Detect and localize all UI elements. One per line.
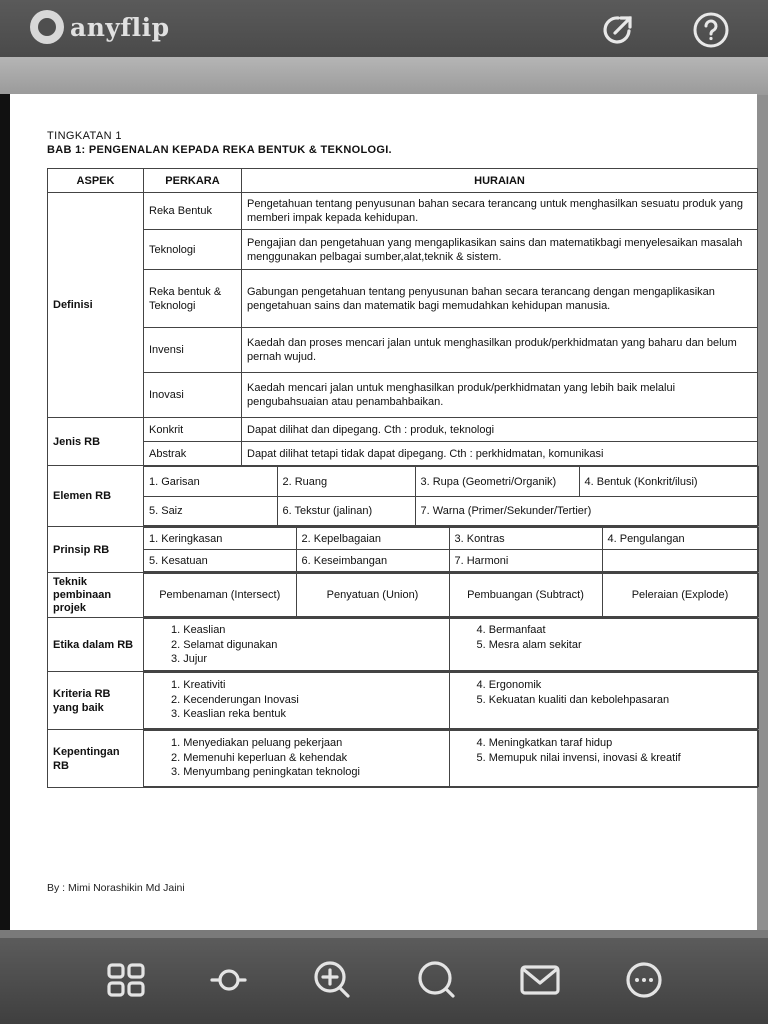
search-icon[interactable] [414,958,458,1002]
list-item: 2. Kecenderungan Inovasi [171,693,299,706]
perkara-cell: Reka bentuk & Teknologi [144,270,242,328]
huraian-cell: Gabungan pengetahuan tentang penyusunan bahan secara terancang dengan mengaplikasikan pengetahuan sains dan matematik bagi memudahkan kehidupan manusia. [242,270,758,328]
table-row [48,730,758,788]
list-item: 1. Menyediakan peluang pekerjaan [171,737,343,749]
huraian-cell: Pengetahuan tentang penyusunan bahan secara terancang untuk menghasilkan sesuatu produk yang memberi impak kepada kehidupan. [242,193,758,230]
zoom-in-icon[interactable] [310,958,354,1002]
aspek-definisi: Definisi [48,193,144,418]
aspek-jenis: Jenis RB [48,418,144,466]
logo-mark-icon [30,10,64,44]
elemen-item: 5. Saiz [144,497,277,526]
table-row [48,230,758,270]
zoom-out-icon[interactable] [206,958,250,1002]
mail-icon[interactable] [518,958,562,1002]
list-item: 1. Keaslian [171,624,226,636]
list-item: 2. Memenuhi keperluan & kehendak [171,751,348,764]
brand-name: anyflip [70,12,170,42]
prinsip-item: 6. Keseimbangan [296,550,449,572]
document-header [47,130,757,156]
etika-left [144,619,449,671]
list-item: 3. Menyumbang peningkatan teknologi [171,766,360,778]
perkara-cell: Reka Bentuk [144,193,242,230]
kriteria-left [144,673,449,729]
perkara-cell: Abstrak [144,442,242,466]
huraian-cell: Dapat dilihat dan dipegang. Cth : produk, teknologi [242,418,758,442]
prinsip-item: 3. Kontras [449,528,602,550]
table-row [48,618,758,672]
table-row [48,328,758,373]
table-header-row [48,169,758,193]
elemen-item: 4. Bentuk (Konkrit/ilusi) [579,467,758,497]
page-edge [0,94,10,930]
list-item: 1. Kreativiti [171,679,226,691]
elemen-item: 3. Rupa (Geometri/Organik) [415,467,579,497]
document-author: By : Mimi Norashikin Md Jaini [47,882,185,894]
top-toolbar [0,0,768,57]
table-row [48,527,758,573]
elemen-grid [144,466,759,526]
list-item: 2. Selamat digunakan [171,638,278,651]
prinsip-cell [144,527,758,573]
document-level: TINGKATAN 1 [47,130,122,142]
aspek-elemen: Elemen RB [48,466,144,527]
anyflip-logo[interactable] [30,10,170,44]
elemen-cell [144,466,758,527]
table-row [48,672,758,730]
etika-right [449,619,758,671]
toolbar-shadow-band [0,57,768,95]
kriteria-right [449,673,758,729]
kepentingan-left [144,731,449,787]
teknik-grid [144,573,759,617]
elemen-item: 2. Ruang [277,467,415,497]
aspek-prinsip: Prinsip RB [48,527,144,573]
aspek-teknik: Teknik pembinaan projek [48,573,144,618]
teknik-item: Pembuangan (Subtract) [449,574,602,617]
huraian-cell: Pengajian dan pengetahuan yang mengaplikasikan sains dan matematikbagi menyelesaikan masalah menggunakan pelbagai sumber,alat,teknik & sistem. [242,230,758,270]
table-row [48,373,758,418]
elemen-item: 6. Tekstur (jalinan) [277,497,415,526]
grid-icon[interactable] [104,958,148,1002]
prinsip-item: 5. Kesatuan [144,550,296,572]
header-huraian: HURAIAN [242,169,758,193]
prinsip-item: 2. Kepelbagaian [296,528,449,550]
teknik-item: Penyatuan (Union) [296,574,449,617]
prinsip-item: 1. Keringkasan [144,528,296,550]
elemen-item: 1. Garisan [144,467,277,497]
header-perkara: PERKARA [144,169,242,193]
prinsip-item: 7. Harmoni [449,550,602,572]
teknik-item: Peleraian (Explode) [602,574,758,617]
teknik-cell [144,573,758,618]
perkara-cell: Invensi [144,328,242,373]
table-row [48,193,758,230]
elemen-item: 7. Warna (Primer/Sekunder/Tertier) [415,497,758,526]
huraian-cell: Kaedah dan proses mencari jalan untuk menghasilkan produk/perkhidmatan yang baharu dan belum pernah wujud. [242,328,758,373]
prinsip-item: 4. Pengulangan [602,528,758,550]
etika-grid [144,618,759,671]
list-item: 5. Mesra alam sekitar [476,638,582,651]
aspek-etika: Etika dalam RB [48,618,144,672]
kriteria-cell [144,672,758,730]
prinsip-grid [144,527,759,572]
more-icon[interactable] [622,958,666,1002]
list-item: 4. Meningkatkan taraf hidup [476,737,613,749]
perkara-cell: Inovasi [144,373,242,418]
kepentingan-grid [144,730,759,787]
table-row [48,418,758,442]
help-icon[interactable] [691,10,731,50]
summary-table [47,168,758,788]
kriteria-grid [144,672,759,729]
etika-cell [144,618,758,672]
perkara-cell: Teknologi [144,230,242,270]
table-row [48,573,758,618]
list-item: 3. Jujur [171,653,208,665]
table-row [48,270,758,328]
share-icon[interactable] [598,10,638,50]
prinsip-item [602,550,758,572]
kepentingan-cell [144,730,758,788]
list-item: 4. Ergonomik [476,679,542,691]
list-item: 3. Keaslian reka bentuk [171,708,286,720]
teknik-item: Pembenaman (Intersect) [144,574,296,617]
huraian-cell: Kaedah mencari jalan untuk menghasilkan produk/perkhidmatan yang lebih baik melalui pengubahsuaian atau penambahbaikan. [242,373,758,418]
aspek-kepentingan: Kepentingan RB [48,730,144,788]
list-item: 5. Memupuk nilai invensi, inovasi & kreatif [476,751,681,764]
huraian-cell: Dapat dilihat tetapi tidak dapat dipegang. Cth : perkhidmatan, komunikasi [242,442,758,466]
document-chapter-title: BAB 1: PENGENALAN KEPADA REKA BENTUK & TEKNOLOGI. [47,144,392,156]
header-aspek: ASPEK [48,169,144,193]
perkara-cell: Konkrit [144,418,242,442]
kepentingan-right [449,731,758,787]
table-row [48,442,758,466]
list-item: 5. Kekuatan kualiti dan kebolehpasaran [476,693,670,706]
list-item: 4. Bermanfaat [476,624,546,636]
table-row [48,466,758,527]
aspek-kriteria: Kriteria RB yang baik [48,672,144,730]
